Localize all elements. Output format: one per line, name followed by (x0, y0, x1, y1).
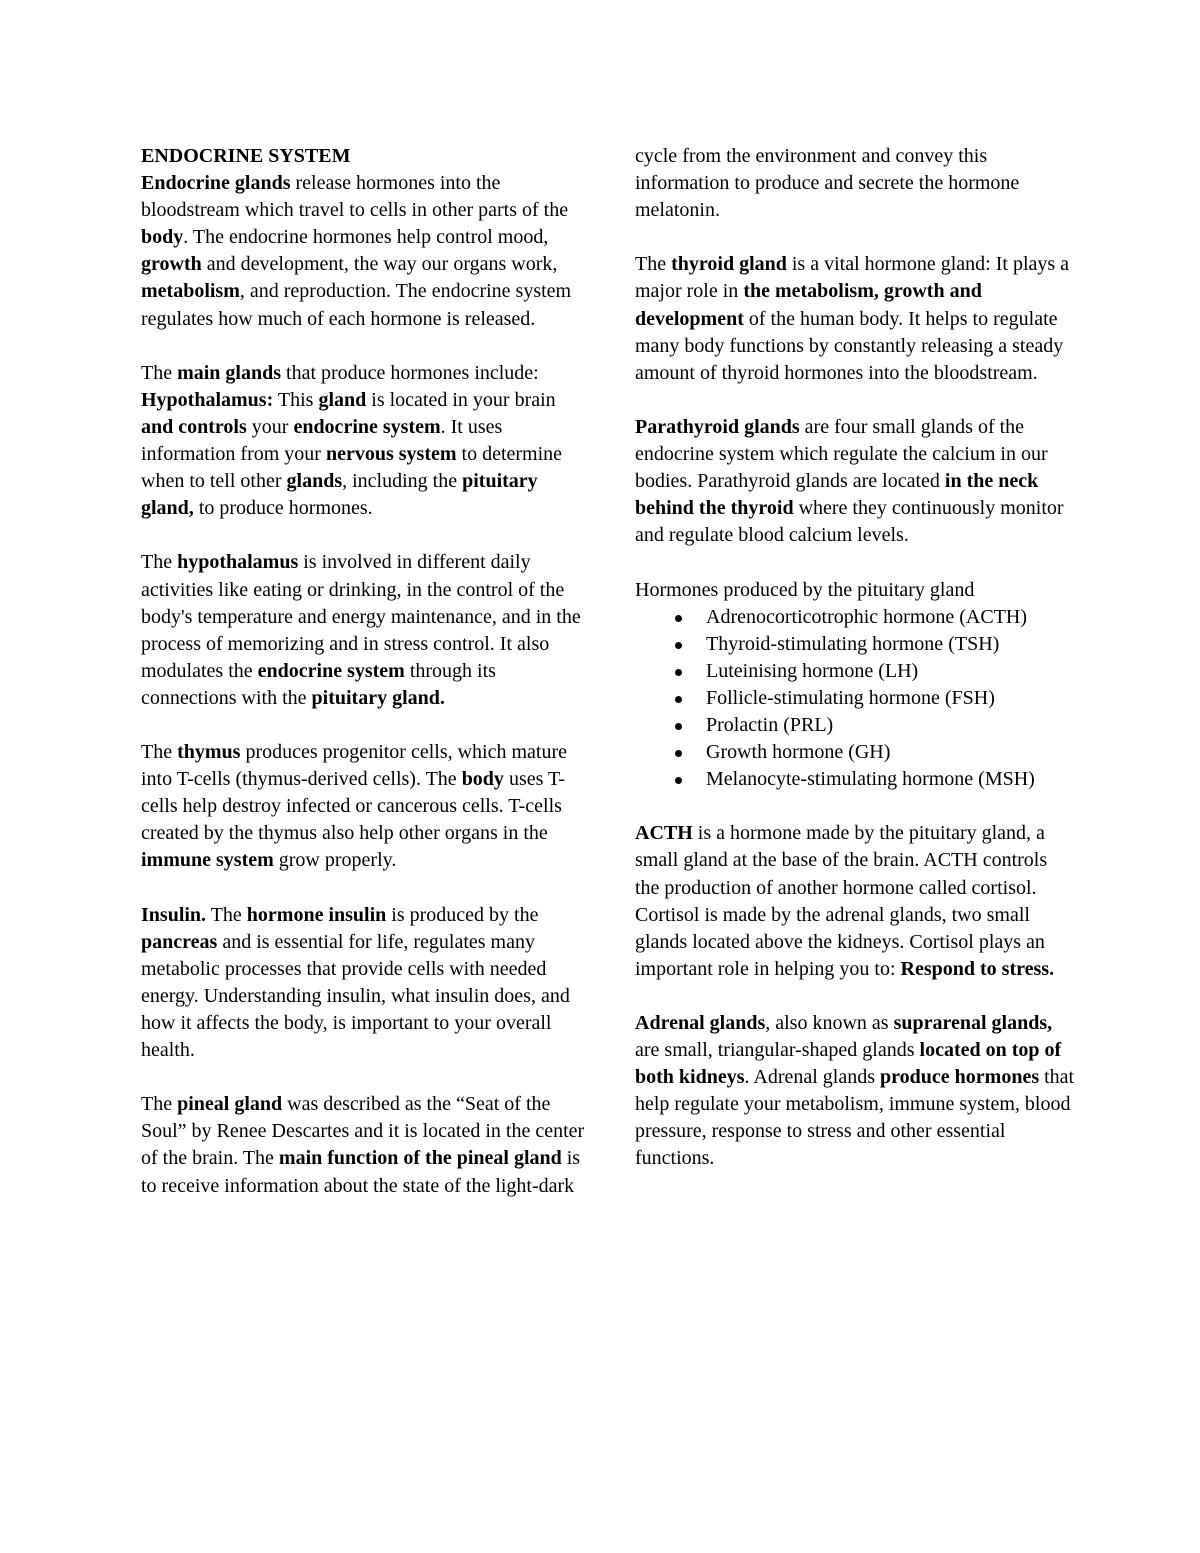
bold-text-run: Endocrine glands (141, 172, 291, 195)
text-run: is involved in different daily activities like eating or drinking, in the control of the body's temperature and energy maintenance, and in the process of memorizing and in stress control. It also modulates the (141, 551, 581, 682)
text-run: The (141, 551, 178, 574)
bold-text-run: the metabolism, growth and development (635, 280, 982, 330)
bold-text-run: pineal gland (177, 1093, 283, 1116)
bold-text-run: pancreas (141, 930, 218, 953)
text-run: , including the (342, 470, 463, 493)
bold-text-run: thymus (177, 741, 241, 764)
bullet-icon (675, 750, 682, 757)
text-run: . Adrenal glands (744, 1066, 881, 1089)
bullet-icon (675, 642, 682, 649)
bold-text-run: located on top of both kidneys (635, 1039, 1062, 1089)
text-run: was described as the “Seat of the Soul” by Renee Descartes and it is located in the center of the brain. The (141, 1093, 585, 1170)
text-run: , also known as (765, 1012, 894, 1034)
paragraph-main-glands (141, 360, 586, 523)
hormone-list (635, 604, 1075, 794)
text-run: This (273, 388, 319, 411)
paragraph-acth (635, 820, 1075, 983)
bullet-icon (675, 696, 682, 703)
bold-text-run: gland (318, 388, 367, 411)
bold-text-run: suprarenal glands, (893, 1012, 1053, 1034)
text-run: The (141, 361, 178, 384)
document-title: ENDOCRINE SYSTEM (141, 145, 351, 167)
list-item (635, 604, 1075, 631)
paragraph-parathyroid (635, 414, 1075, 549)
bold-text-run: main function of the pineal gland (278, 1147, 562, 1170)
text-run: your (246, 415, 294, 438)
bold-text-run: pituitary gland. (311, 686, 445, 709)
bold-text-run: produce hormones (880, 1066, 1040, 1089)
bold-text-run: body (461, 768, 504, 791)
bullet-icon (675, 615, 682, 622)
paragraph-insulin (141, 902, 586, 1065)
bold-text-run: immune system (141, 849, 274, 872)
paragraph-hypothalamus (141, 549, 586, 712)
bold-text-run: hormone insulin (246, 903, 387, 926)
text-run: uses T-cells help destroy infected or cancerous cells. T-cells created by the thymus also help other organs in the (141, 768, 566, 845)
right-column (635, 143, 1075, 1173)
bold-text-run: hypothalamus (177, 551, 299, 574)
text-run: are four small glands of the endocrine system which regulate the calcium in our bodies. Parathyroid glands are located (635, 415, 1048, 493)
text-run: of the human body. It helps to regulate many body functions by constantly releasing a steady amount of thyroid hormones into the bloodstream. (635, 307, 1064, 384)
text-run: is a hormone made by the pituitary gland, a small gland at the base of the brain. ACTH controls the production of another hormone called cortisol. Cortisol is made by the adrenal glands, two small glands located above the kidneys. Cortisol plays an important role in helping you to: (635, 822, 1048, 980)
list-item-text: Adrenocorticotrophic hormone (ACTH) (706, 605, 1028, 628)
bold-text-run: growth (141, 253, 202, 276)
paragraph-pineal-continued (635, 143, 1075, 224)
text-run: . The endocrine hormones help control mood, (183, 226, 549, 249)
bold-text-run: pituitary gland, (141, 470, 538, 520)
paragraph-endocrine-glands (141, 170, 586, 333)
text-run: that help regulate your metabolism, immune system, blood pressure, response to stress and other essential functions. (635, 1066, 1075, 1170)
bold-text-run: Adrenal glands (635, 1012, 766, 1034)
bold-text-run: Insulin. (141, 903, 207, 926)
text-run: to determine when to tell other (141, 443, 563, 493)
list-item (635, 631, 1075, 658)
list-item-text: Luteinising hormone (LH) (706, 659, 919, 682)
text-run: The (141, 741, 178, 764)
text-run: through its connections with the (141, 659, 496, 709)
paragraph-adrenal-glands (635, 1010, 1075, 1173)
bullet-icon (675, 723, 682, 730)
text-run: grow properly. (273, 849, 397, 872)
text-run: and is essential for life, regulates many metabolic processes that provide cells with needed energy. Understanding insulin, what insulin does, and how it affects the body, is important to your overall health. (141, 930, 570, 1062)
text-run: is produced by the (386, 903, 539, 926)
bold-text-run: in the neck behind the thyroid (635, 470, 1039, 520)
bold-text-run: and controls (141, 415, 247, 438)
list-item-text: Thyroid-stimulating hormone (TSH) (706, 632, 1000, 655)
list-heading: Hormones produced by the pituitary gland (635, 578, 975, 601)
text-run: produces progenitor cells, which mature into T-cells (thymus-derived cells). The (141, 741, 568, 791)
list-item (635, 766, 1075, 793)
text-run: The (206, 903, 247, 926)
list-item (635, 658, 1075, 685)
list-item-text: Prolactin (PRL) (706, 713, 834, 736)
text-run: to produce hormones. (193, 497, 373, 520)
bullet-icon (675, 777, 682, 784)
paragraph-pineal-gland (141, 1091, 586, 1199)
list-item-text: Growth hormone (GH) (706, 741, 891, 764)
text-run: is located in your brain (366, 388, 556, 411)
bold-text-run: endocrine system (293, 415, 441, 438)
bold-text-run: Respond to stress. (900, 957, 1055, 980)
bold-text-run: thyroid gland (671, 253, 787, 276)
text-run: and development, the way our organs work, (201, 253, 558, 276)
bold-text-run: metabolism (141, 280, 240, 303)
list-item (635, 685, 1075, 712)
bold-text-run: ACTH (635, 822, 693, 845)
bold-text-run: nervous system (325, 443, 457, 466)
bold-text-run: endocrine system (257, 659, 405, 682)
pituitary-hormones-section (635, 577, 1075, 794)
bold-text-run: main glands (177, 361, 282, 384)
list-item-text: Follicle-stimulating hormone (FSH) (706, 686, 995, 709)
paragraph-thyroid (635, 251, 1075, 386)
text-run: is a vital hormone gland: It plays a major role in (635, 253, 1070, 303)
bold-text-run: body (141, 226, 184, 249)
text-run: are small, triangular-shaped glands (635, 1039, 920, 1062)
text-run: The (635, 253, 672, 276)
list-item-text: Melanocyte-stimulating hormone (MSH) (706, 768, 1035, 791)
text-run: where they continuously monitor and regulate blood calcium levels. (635, 497, 1064, 547)
text-run: release hormones into the bloodstream which travel to cells in other parts of the (141, 172, 569, 222)
text-run: . It uses information from your (141, 415, 503, 466)
text-run: The (141, 1093, 178, 1116)
bullet-icon (675, 669, 682, 676)
paragraph-thymus (141, 739, 586, 874)
bold-text-run: Hypothalamus: (141, 388, 274, 411)
bold-text-run: Parathyroid glands (635, 415, 800, 438)
bold-text-run: glands (286, 470, 343, 493)
list-item (635, 712, 1075, 739)
list-item (635, 739, 1075, 766)
text-run: , and reproduction. The endocrine system regulates how much of each hormone is released. (141, 280, 572, 330)
left-column (141, 143, 586, 1200)
text-run: cycle from the environment and convey this information to produce and secrete the hormone melatonin. (635, 145, 1020, 222)
text-run: that produce hormones include: (281, 361, 539, 384)
text-run: is to receive information about the state of the light-dark (141, 1147, 581, 1197)
